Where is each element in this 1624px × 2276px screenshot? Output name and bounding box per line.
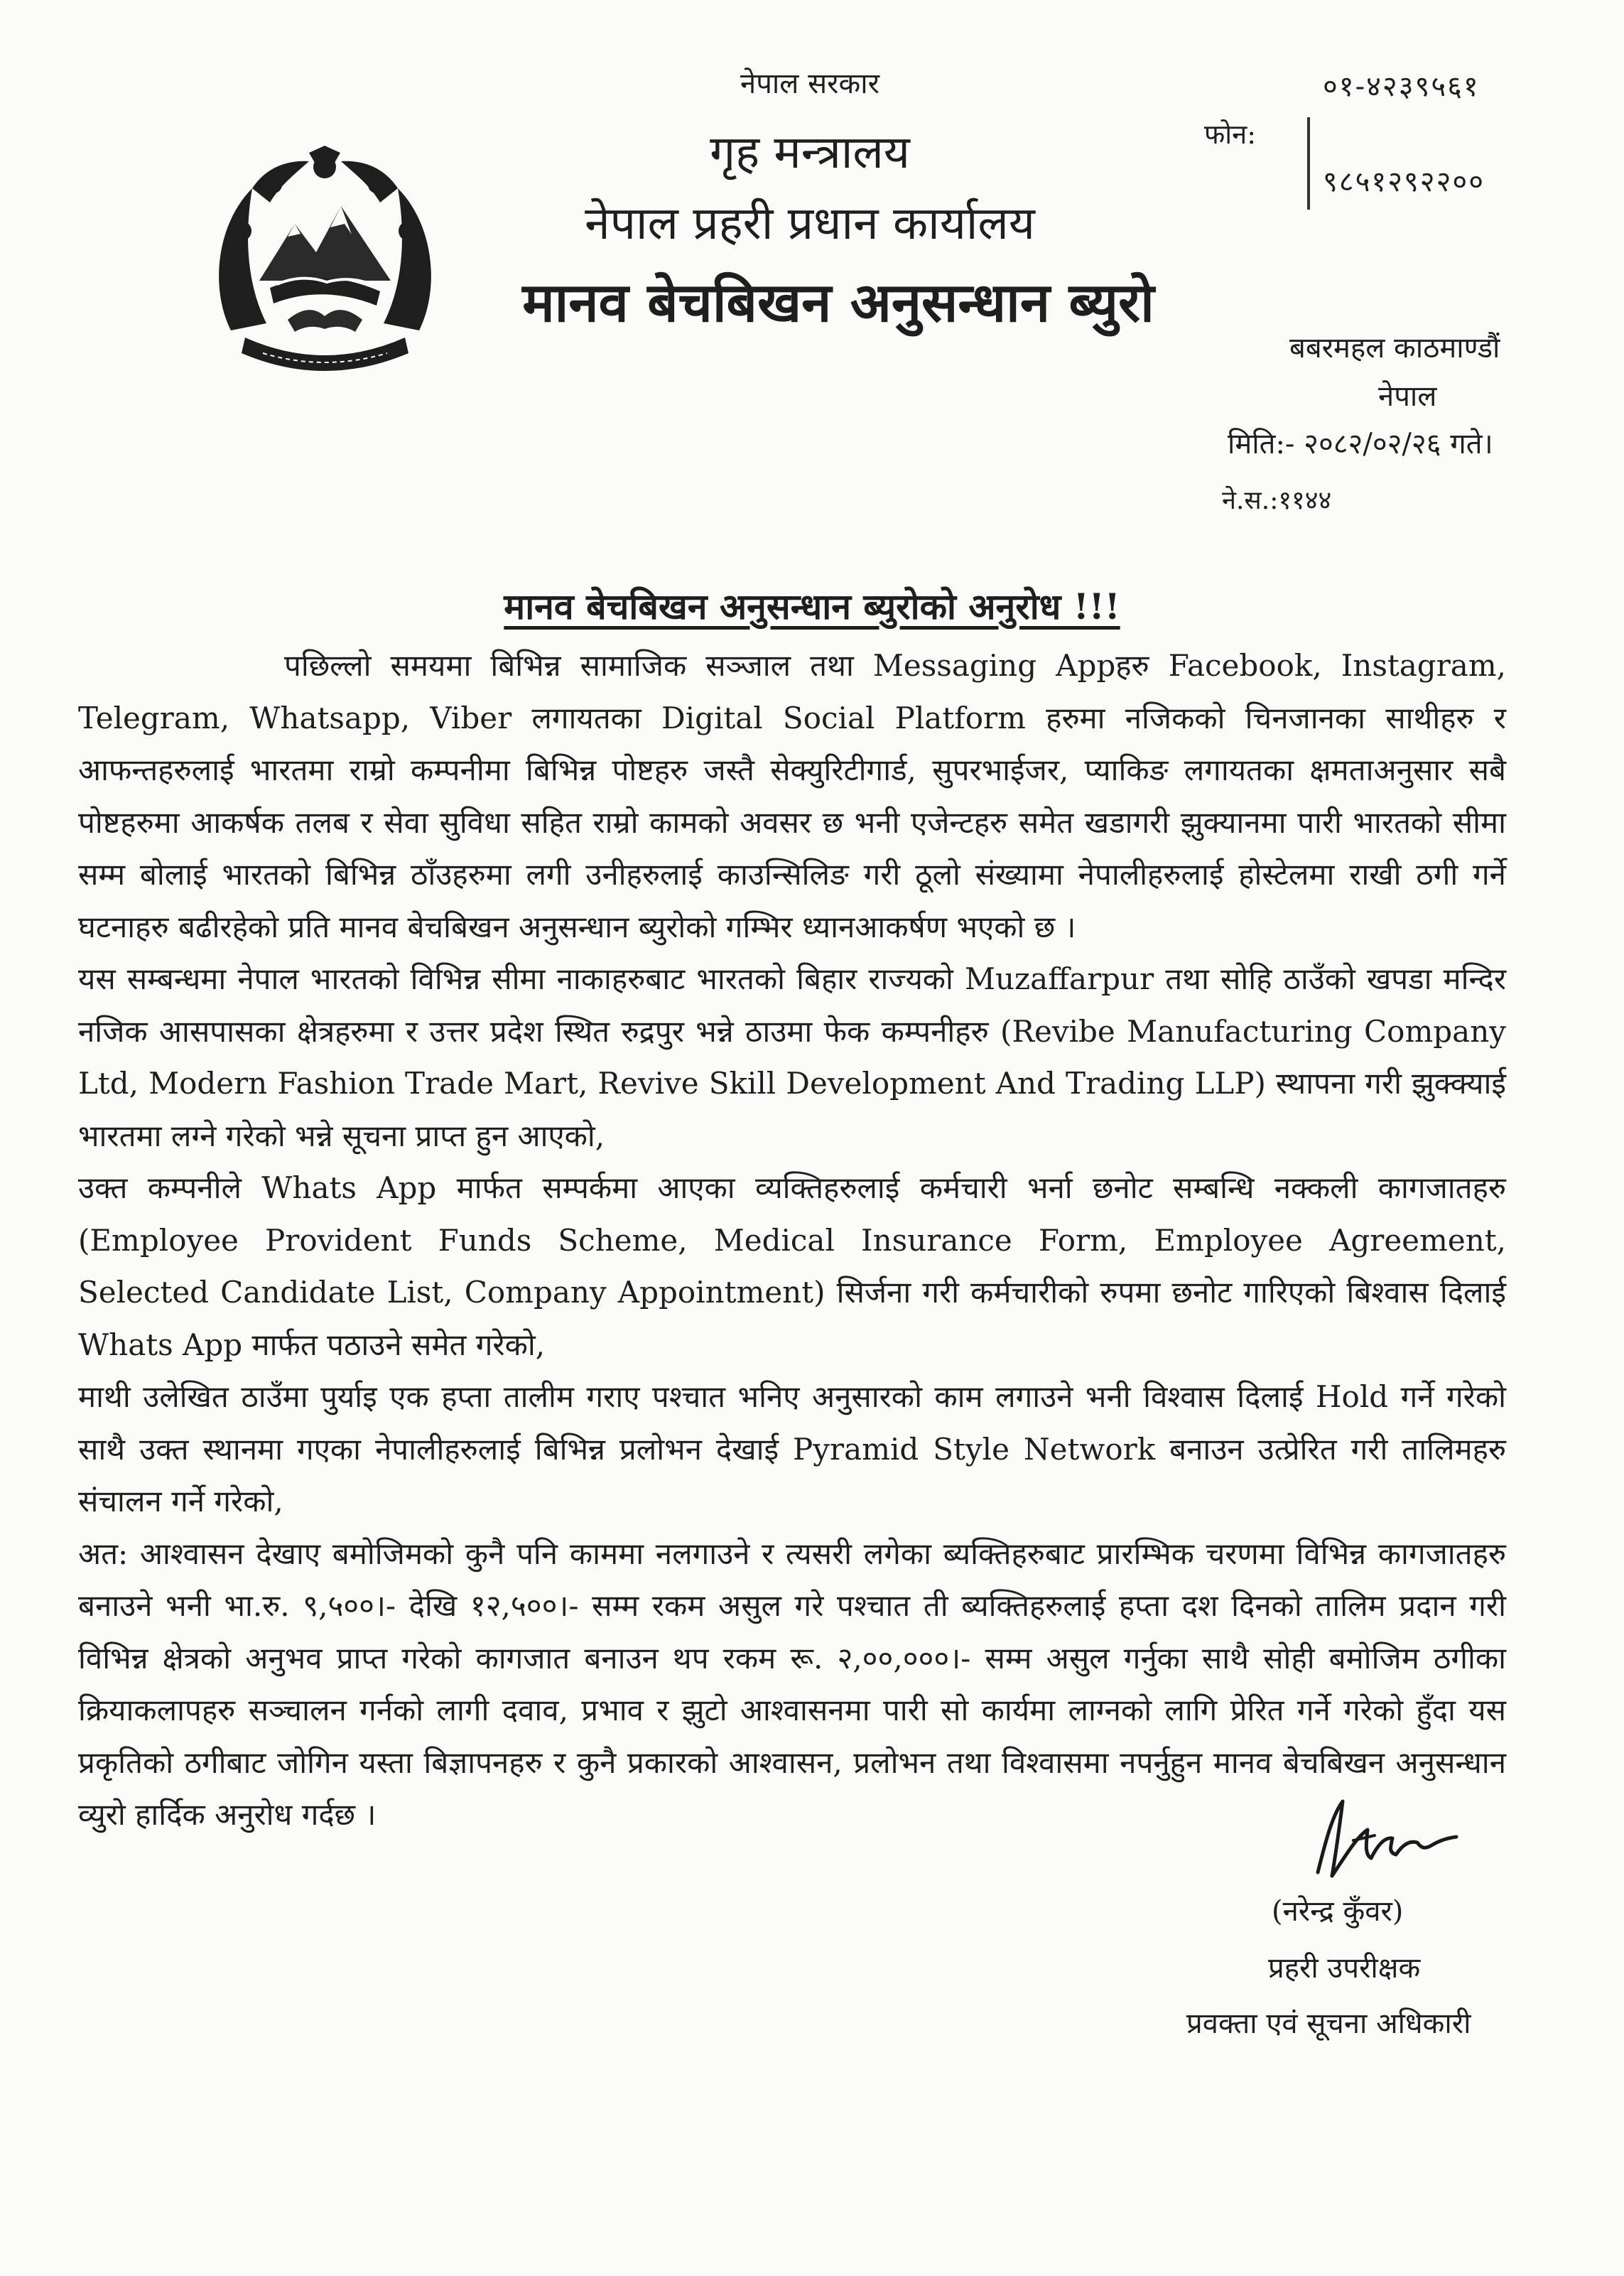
paragraph-4: माथी उलेखित ठाउँमा पुर्याइ एक हप्ता तालीम गराए पश्चात भनिए अनुसारको काम लगाउने भनी विश्वास दिलाई Hold गर्ने गरेको साथै उक्त स्थानमा गएका नेपालीहरुलाई बिभिन्न प्रलोभन देखाई Pyramid Style Network बनाउन उत्प्रेरित गरी तालिमहरु संचालन गर्ने गरेको, xyxy=(78,1379,1506,1519)
address-line-1: बबरमहल काठमाण्डौं xyxy=(1289,332,1500,365)
letter-date: मिति:- २०८२/०२/२६ गते। xyxy=(1228,428,1493,460)
signatory-role: प्रवक्ता एवं सूचना अधिकारी xyxy=(1186,2007,1471,2040)
phone-label: फोन: xyxy=(1204,119,1257,150)
signatory-title: प्रहरी उपरीक्षक xyxy=(1268,1952,1421,1985)
paragraph-3: उक्त कम्पनीले Whats App मार्फत सम्पर्कमा आएका व्यक्तिहरुलाई कर्मचारी भर्ना छनोट सम्बन्धि नक्कली कागजातहरु (Employee Provident Funds Scheme, Medical Insurance Form, Employee Agreement, Selected Candidate List, Company Appointment) सिर्जना गरी कर्मचारीको रुपमा छनोट गारिएको बिश्वास दिलाई Whats App मार्फत पठाउने समेत गरेको, xyxy=(78,1170,1506,1362)
handwritten-signature-icon xyxy=(1304,1787,1474,1887)
notice-title xyxy=(0,581,1624,630)
reference-number: ने.स.:११४४ xyxy=(1222,486,1332,515)
paragraph-5: अत: आश्वासन देखाए बमोजिमको कुनै पनि काममा नलगाउने र त्यसरी लगेका ब्यक्तिहरुबाट प्रारम्भिक चरणमा विभिन्न कागजातहरु बनाउने भनी भा.रु. ९,५००।- देखि १२,५००।- सम्म रकम असुल गरे पश्चात ती ब्यक्तिहरुलाई हप्ता दश दिनको तालिम प्रदान गरी विभिन्न क्षेत्रको अनुभव प्राप्त गरेको कागजात बनाउन थप रकम रू. २,००,०००।- सम्म असुल गर्नुका साथै सोही बमोजिम ठगीका क्रियाकलापहरु सञ्चालन गर्नको लागी दवाव, प्रभाव र झुटो आश्वासनमा पारी सो कार्यमा लाग्नको लागि प्रेरित गर्ने गरेको हुँदा यस प्रकृतिको ठगीबाट जोगिन यस्ता बिज्ञापनहरु र कुनै प्रकारको आश्वासन, प्रलोभन तथा विश्वासमा नपर्नुहुन मानव बेचबिखन अनुसन्धान व्युरो हार्दिक अनुरोध गर्दछ । xyxy=(78,1536,1506,1832)
notice-title-text: मानव बेचबिखन अनुसन्धान ब्युरोको अनुरोध !!! xyxy=(504,586,1120,627)
ministry-name: गृह मन्त्रालय xyxy=(710,126,910,179)
phone-number-1: ०१-४२३९५६१ xyxy=(1323,70,1480,103)
phone-number-2: ९८५१२९२२०० xyxy=(1323,166,1485,198)
office-name: नेपाल प्रहरी प्रधान कार्यालय xyxy=(585,198,1035,250)
paragraph-2: यस सम्बन्धमा नेपाल भारतको विभिन्न सीमा नाकाहरुबाट भारतको बिहार राज्यको Muzaffarpur तथा सोहि ठाउँको खपडा मन्दिर नजिक आसपासका क्षेत्रहरुमा र उत्तर प्रदेश स्थित रुद्रपुर भन्ने ठाउमा फेक कम्पनीहरु (Revibe Manufacturing Company Ltd, Modern Fashion Trade Mart, Revive Skill Development And Trading LLP) स्थापना गरी झुक्क्याई भारतमा लग्ने गरेको भन्ने सूचना प्राप्त हुन आएको, xyxy=(78,961,1506,1153)
government-name: नेपाल सरकार xyxy=(740,68,879,100)
address-line-2: नेपाल xyxy=(1378,380,1437,413)
signatory-name: (नरेन्द्र कुँवर) xyxy=(1272,1895,1404,1928)
paragraph-1: पछिल्लो समयमा बिभिन्न सामाजिक सञ्जाल तथा Messaging Appहरु Facebook, Instagram, Telegram, Whatsapp, Viber लगायतका Digital Social Platform हरुमा नजिकको चिनजानका साथीहरु र आफन्तहरुलाई भारतमा राम्रो कम्पनीमा बिभिन्न पोष्टहरु जस्तै सेक्युरिटीगार्ड, सुपरभाईजर, प्याकिङ लगायतका क्षमताअनुसार सबै पोष्टहरुमा आकर्षक तलब र सेवा सुविधा सहित राम्रो कामको अवसर छ भनी एजेन्टहरु समेत खडागरी झुक्यानमा पारी भारतको सीमा सम्म बोलाई भारतको बिभिन्न ठाँउहरुमा लगी उनीहरुलाई काउन्सिलिङ गरी ठूलो संख्यामा नेपालीहरुलाई होस्टेलमा राखी ठगी गर्ने घटनाहरु बढीरहेको प्रति मानव बेचबिखन अनुसन्धान ब्युरोको गम्भिर ध्यानआकर्षण भएको छ । xyxy=(78,648,1506,944)
notice-body xyxy=(78,640,1506,1841)
phone-brace xyxy=(1307,117,1324,210)
bureau-name: मानव बेचबिखन अनुसन्धान ब्युरो xyxy=(522,271,1154,334)
